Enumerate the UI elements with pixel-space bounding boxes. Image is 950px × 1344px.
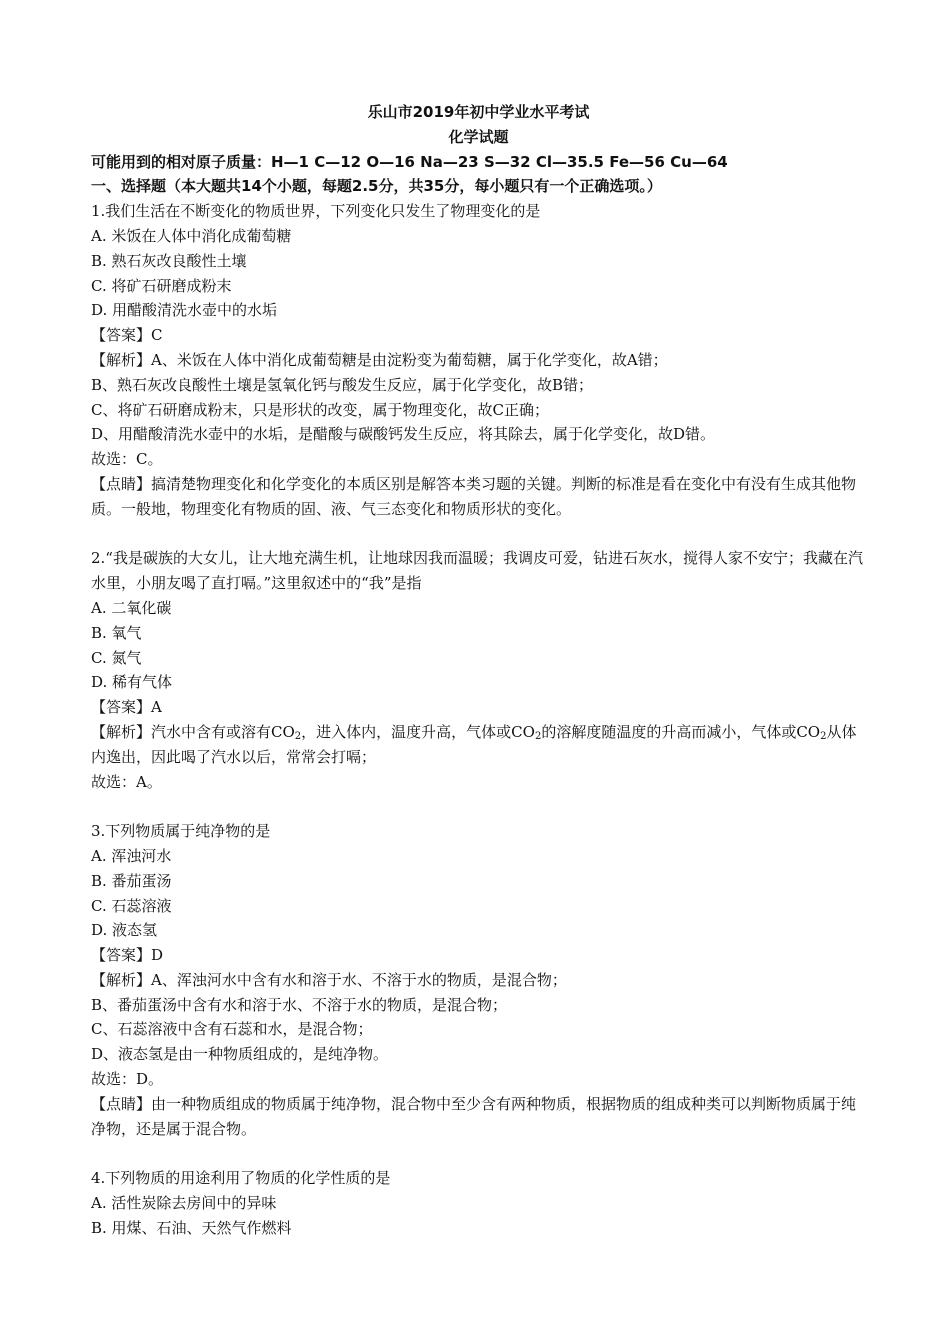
- analysis: [91, 720, 866, 770]
- option-d: D. 用醋酸清洗水壶中的水垢: [91, 301, 278, 320]
- analysis-text: 从体内逸出，因此喝了汽水以后，常常会打嗝；: [91, 722, 857, 766]
- option-c: C. 氮气: [91, 648, 142, 667]
- option-b: B. 番茄蛋汤: [91, 871, 172, 890]
- analysis-line: D、用醋酸清洗水壶中的水垢，是醋酸与碳酸钙发生反应，将其除去，属于化学变化，故D错。: [91, 425, 716, 444]
- spacer: [91, 522, 866, 547]
- answer: 【答案】C: [91, 326, 163, 345]
- option-c: C. 石蕊溶液: [91, 896, 172, 915]
- option-b: B. 氧气: [91, 623, 142, 642]
- choice-line: 故选：C。: [91, 450, 163, 469]
- option-b: B. 熟石灰改良酸性土壤: [91, 251, 247, 270]
- analysis-line: 【解析】A、浑浊河水中含有水和溶于水、不溶于水的物质，是混合物；: [91, 970, 567, 989]
- question-stem: 3.下列物质属于纯净物的是: [91, 822, 271, 841]
- option-d: D. 稀有气体: [91, 673, 173, 692]
- analysis-line: B、番茄蛋汤中含有水和溶于水、不溶于水的物质，是混合物；: [91, 995, 508, 1014]
- subscript: 2: [534, 730, 542, 742]
- option-a: A. 二氧化碳: [91, 598, 172, 617]
- question-stem: 2.“我是碳族的大女儿，让大地充满生机，让地球因我而温暖；我调皮可爱，钻进石灰水，搅得人家不安宁；我藏在汽水里，小朋友喝了直打嗝。”这里叙述中的“我”是指: [91, 549, 863, 593]
- exam-page: [91, 100, 866, 1241]
- question-stem: 1.我们生活在不断变化的物质世界，下列变化只发生了物理变化的是: [91, 202, 541, 221]
- analysis-line: C、石蕊溶液中含有石蕊和水，是混合物；: [91, 1020, 373, 1039]
- question-4: [91, 1166, 866, 1240]
- option-b: B. 用煤、石油、天然气作燃料: [91, 1218, 292, 1237]
- atomic-masses: 可能用到的相对原子质量：H—1 C—12 O—16 Na—23 S—32 Cl—35.5 Fe—56 Cu—64: [91, 152, 728, 171]
- subscript: 2: [820, 730, 827, 742]
- exam-subtitle: 化学试题: [448, 127, 509, 146]
- option-a: A. 米饭在人体中消化成葡萄糖: [91, 226, 292, 245]
- exam-title: 乐山市2019年初中学业水平考试: [367, 103, 590, 121]
- section-heading: 一、选择题（本大题共14个小题，每题2.5分，共35分，每小题只有一个正确选项。）: [91, 177, 662, 196]
- question-2: [91, 546, 866, 794]
- subscript: 2: [294, 730, 302, 742]
- spacer: [91, 794, 866, 819]
- question-1: [91, 199, 866, 521]
- analysis-text: 的溶解度随温度的升高而减小，气体或CO: [541, 722, 821, 741]
- option-a: A. 浑浊河水: [91, 846, 172, 865]
- comment: 【点睛】由一种物质组成的物质属于纯净物，混合物中至少含有两种物质，根据物质的组成种类可以判断物质属于纯净物，还是属于混合物。: [91, 1094, 857, 1138]
- comment: 【点睛】搞清楚物理变化和化学变化的本质区别是解答本类习题的关键。判断的标准是看在变化中有没有生成其他物质。一般地，物理变化有物质的固、液、气三态变化和物质形状的变化。: [91, 474, 857, 518]
- choice-line: 故选：A。: [91, 772, 162, 791]
- question-stem: 4.下列物质的用途利用了物质的化学性质的是: [91, 1169, 391, 1188]
- analysis-text: ，进入体内，温度升高，气体或CO: [301, 722, 535, 741]
- analysis-line: 【解析】A、米饭在人体中消化成葡萄糖是由淀粉变为葡萄糖，属于化学变化，故A错；: [91, 350, 668, 369]
- spacer: [91, 1141, 866, 1166]
- option-c: C. 将矿石研磨成粉末: [91, 276, 232, 295]
- option-d: D. 液态氢: [91, 921, 158, 940]
- option-a: A. 活性炭除去房间中的异味: [91, 1194, 277, 1213]
- answer: 【答案】A: [91, 698, 162, 717]
- question-3: [91, 819, 866, 1141]
- analysis-line: C、将矿石研磨成粉末，只是形状的改变，属于物理变化，故C正确；: [91, 400, 549, 419]
- analysis-line: B、熟石灰改良酸性土壤是氢氧化钙与酸发生反应，属于化学变化，故B错；: [91, 375, 594, 394]
- analysis-line: D、液态氢是由一种物质组成的，是纯净物。: [91, 1045, 389, 1064]
- analysis-text: 【解析】汽水中含有或溶有CO: [91, 722, 295, 741]
- answer: 【答案】D: [91, 946, 164, 965]
- choice-line: 故选：D。: [91, 1070, 164, 1089]
